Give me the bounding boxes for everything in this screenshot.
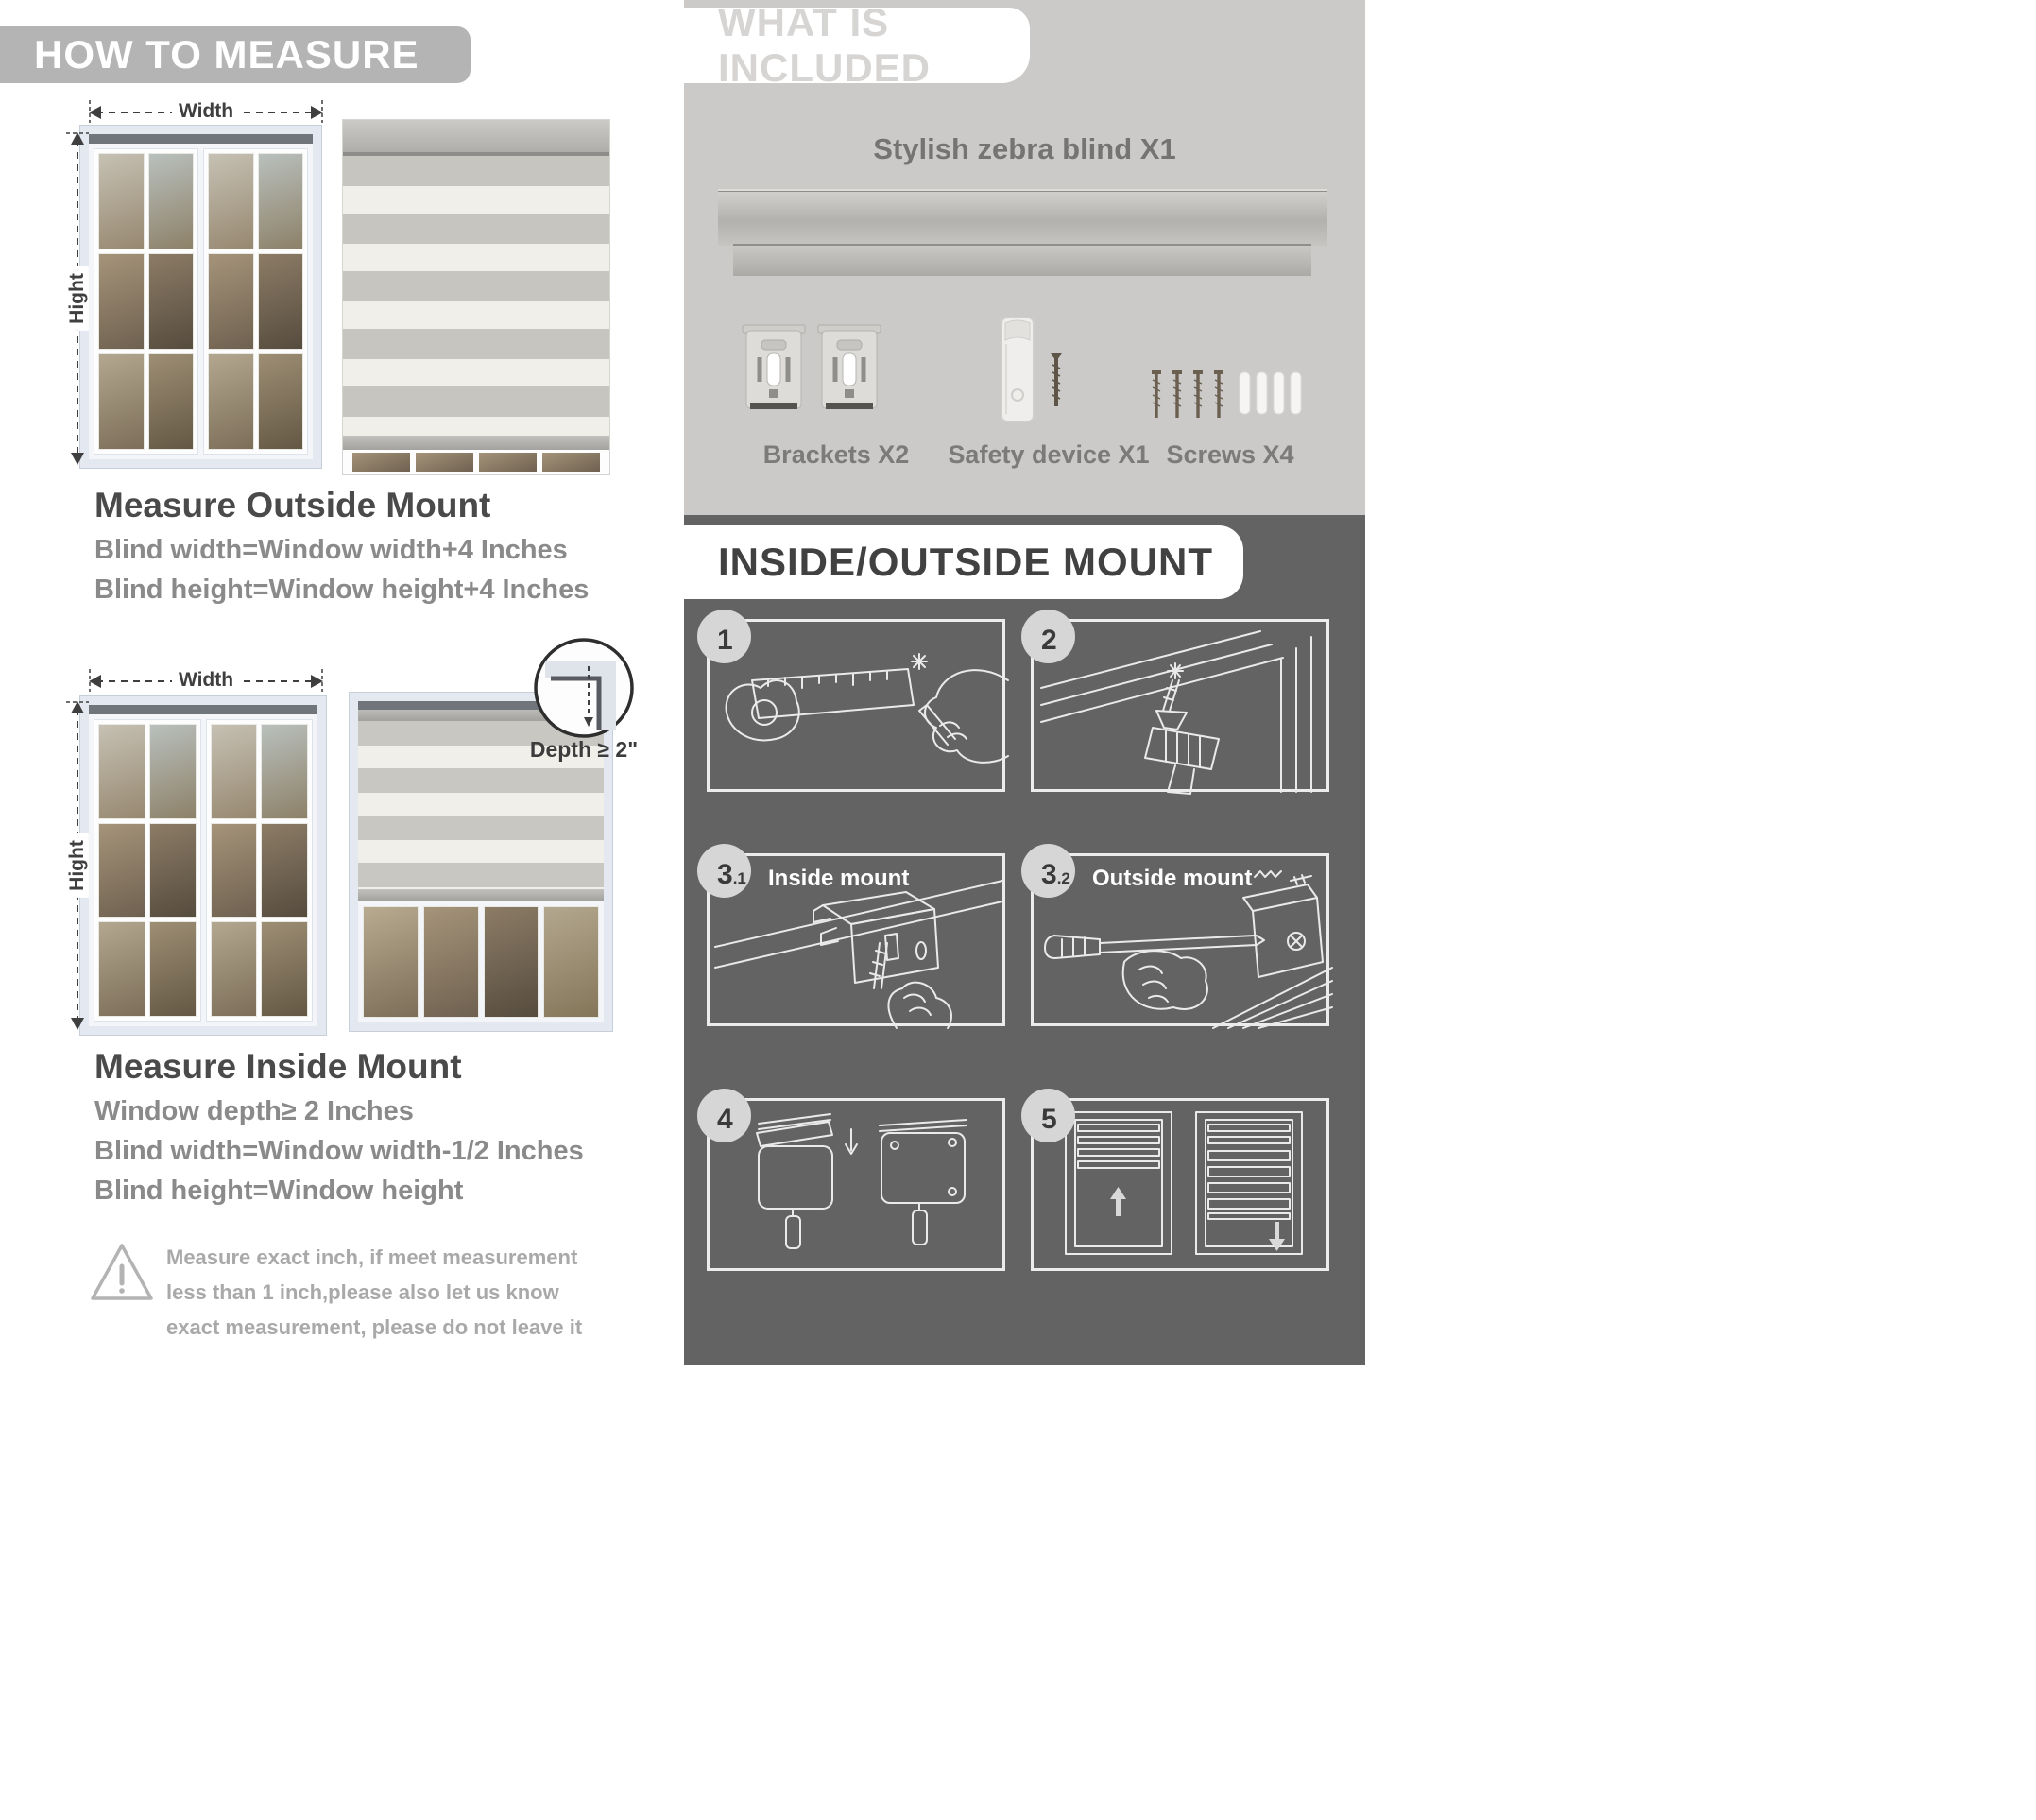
zebra-blind-rail-image — [733, 246, 1311, 276]
window-panes — [358, 901, 604, 1022]
step-panel-3-2 — [1031, 853, 1329, 1026]
outside-mount-line1: Blind width=Window width+4 Inches — [94, 535, 568, 565]
step-number-badge — [697, 610, 751, 663]
what-is-included-title-text: WHAT IS INCLUDED — [718, 0, 931, 90]
what-is-included-title — [684, 0, 1030, 90]
brackets-label: Brackets X2 — [762, 440, 910, 469]
step-panel-3-1 — [707, 853, 1005, 1026]
window-sliver — [343, 450, 609, 474]
window-sash-right — [206, 719, 314, 1022]
inside-mount-line3: Blind height=Window height — [94, 1176, 464, 1206]
blind-bottom-rail — [343, 436, 609, 450]
screws-label: Screws X4 — [1166, 440, 1294, 469]
step-caption-5: Finish — [1715, 1793, 1785, 1819]
inside-outside-mount-panel — [684, 515, 2025, 1819]
inside-outside-mount-title — [684, 525, 1243, 599]
inside-width-measure — [87, 667, 325, 694]
step-number: 2 — [1041, 625, 1057, 656]
step-number: 3.1 — [717, 859, 746, 890]
step-number: 3.2 — [1041, 859, 1070, 890]
width-label: Width — [172, 669, 240, 692]
step-caption-1: Mark install loca- tions — [1391, 1312, 1646, 1338]
inside-mount-line2: Blind width=Window width-1/2 Inches — [94, 1136, 584, 1166]
step-caption-4: Install the blind — [1391, 1793, 1565, 1819]
window-sash-right — [203, 148, 308, 455]
what-is-included-panel — [684, 0, 1365, 515]
step-number-badge — [697, 1089, 751, 1142]
outside-mount-heading: Measure Outside Mount — [94, 486, 491, 524]
step-caption-3-1: Drill holes & Inside bracket — [1391, 1548, 1701, 1574]
install-blind-illustration — [710, 1101, 1008, 1274]
safety-device-image — [998, 316, 1073, 425]
outside-mount-window-photo — [80, 126, 321, 468]
step-number-badge — [1021, 844, 1075, 898]
step-number: 1 — [717, 625, 733, 656]
zebra-blind-cassette-image — [718, 189, 1327, 246]
step-number: 4 — [717, 1104, 733, 1135]
step-panel-5 — [1031, 1098, 1329, 1271]
outside-mount-line2: Blind height=Window height+4 Inches — [94, 575, 590, 605]
inside-mount-heading: Measure Inside Mount — [94, 1047, 462, 1086]
inside-mount-window-photo — [80, 696, 326, 1035]
window-head-strip — [89, 134, 313, 144]
blind-stripes — [343, 156, 609, 436]
step-number-badge — [1021, 1089, 1075, 1142]
step-panel-4 — [707, 1098, 1005, 1271]
mark-locations-illustration — [710, 622, 1008, 795]
window-sash-left — [94, 719, 201, 1022]
step-number: 5 — [1041, 1104, 1057, 1135]
outside-height-measure — [64, 130, 91, 467]
step-caption-2: Punch at marked position — [1715, 1312, 2010, 1338]
width-label: Width — [172, 100, 240, 123]
outside-width-measure — [87, 98, 325, 125]
inside-mount-label: Inside mount — [768, 866, 910, 891]
finish-illustration — [1034, 1101, 1332, 1274]
outside-mount-blind-image — [343, 120, 609, 474]
inside-outside-mount-title-text: INSIDE/OUTSIDE MOUNT — [718, 540, 1214, 584]
blind-bottom-rail — [358, 889, 604, 901]
how-to-measure-title — [0, 26, 471, 83]
safety-device-label: Safety device X1 — [948, 440, 1150, 469]
height-label: Hight — [66, 266, 89, 331]
how-to-measure-title-text: HOW TO MEASURE — [34, 32, 419, 77]
outside-mount-label: Outside mount — [1092, 866, 1253, 891]
step-number-badge — [697, 844, 751, 898]
step-panel-1 — [707, 619, 1005, 792]
step-caption-3-2: Drill holes & Inside bracket — [1715, 1548, 2025, 1574]
window-head-strip — [89, 705, 317, 714]
product-label: Stylish zebra blind X1 — [873, 132, 1176, 165]
step-number-badge — [1021, 610, 1075, 663]
exclamation-triangle-icon — [87, 1240, 157, 1306]
depth-callout-circle — [532, 636, 636, 740]
inside-mount-line1: Window depth≥ 2 Inches — [94, 1096, 414, 1126]
measure-warning-text: Measure exact inch, if meet measurement less than 1 inch,please also let us know exact measurement, please do not leave it — [166, 1245, 583, 1339]
depth-label: Depth ≥ 2" — [529, 737, 639, 762]
inside-height-measure — [64, 699, 91, 1032]
drill-illustration — [1034, 622, 1332, 795]
step-panel-2 — [1031, 619, 1329, 792]
height-label: Hight — [66, 833, 89, 898]
blind-cassette — [343, 120, 609, 156]
screws-image — [1149, 365, 1308, 423]
brackets-image — [741, 323, 882, 420]
window-sash-left — [94, 148, 198, 455]
